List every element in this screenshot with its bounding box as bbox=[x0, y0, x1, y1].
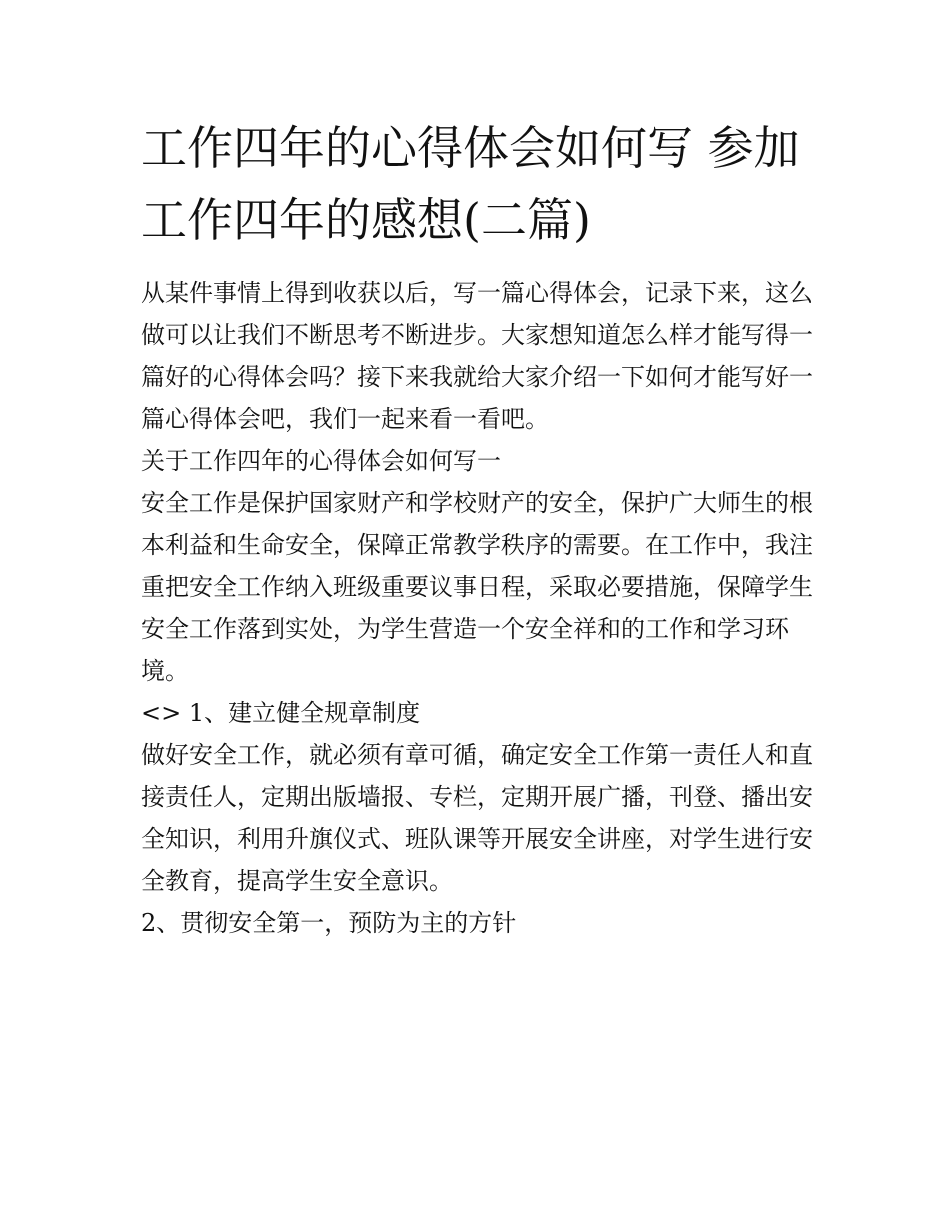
document-body bbox=[141, 112, 813, 944]
safety-paragraph: 安全工作是保护国家财产和学校财产的安全，保护广大师生的根本利益和生命安全，保障正常教学秩序的需要。在工作中，我注重把安全工作纳入班级重要议事日程，采取必要措施，保障学生安全工作落到实处，为学生营造一个安全祥和的工作和学习环境。 bbox=[141, 489, 813, 685]
rules-paragraph: 做好安全工作，就必须有章可循，确定安全工作第一责任人和直接责任人，定期出版墙报、专栏，定期开展广播，刊登、播出安全知识，利用升旗仪式、班队课等开展安全讲座，对学生进行安全教育，提高学生安全意识。 bbox=[141, 741, 813, 895]
section-heading: 关于工作四年的心得体会如何写一 bbox=[141, 447, 501, 475]
item-2-heading: 2、贯彻安全第一，预防为主的方针 bbox=[141, 909, 517, 937]
document-title: 工作四年的心得体会如何写 参加工作四年的感想(二篇) bbox=[141, 121, 800, 247]
intro-paragraph: 从某件事情上得到收获以后，写一篇心得体会，记录下来，这么做可以让我们不断思考不断进步。大家想知道怎么样才能写得一篇好的心得体会吗？接下来我就给大家介绍一下如何才能写好一篇心得体会吧，我们一起来看一看吧。 bbox=[141, 279, 813, 433]
item-1-heading: <> 1、建立健全规章制度 bbox=[141, 699, 421, 727]
